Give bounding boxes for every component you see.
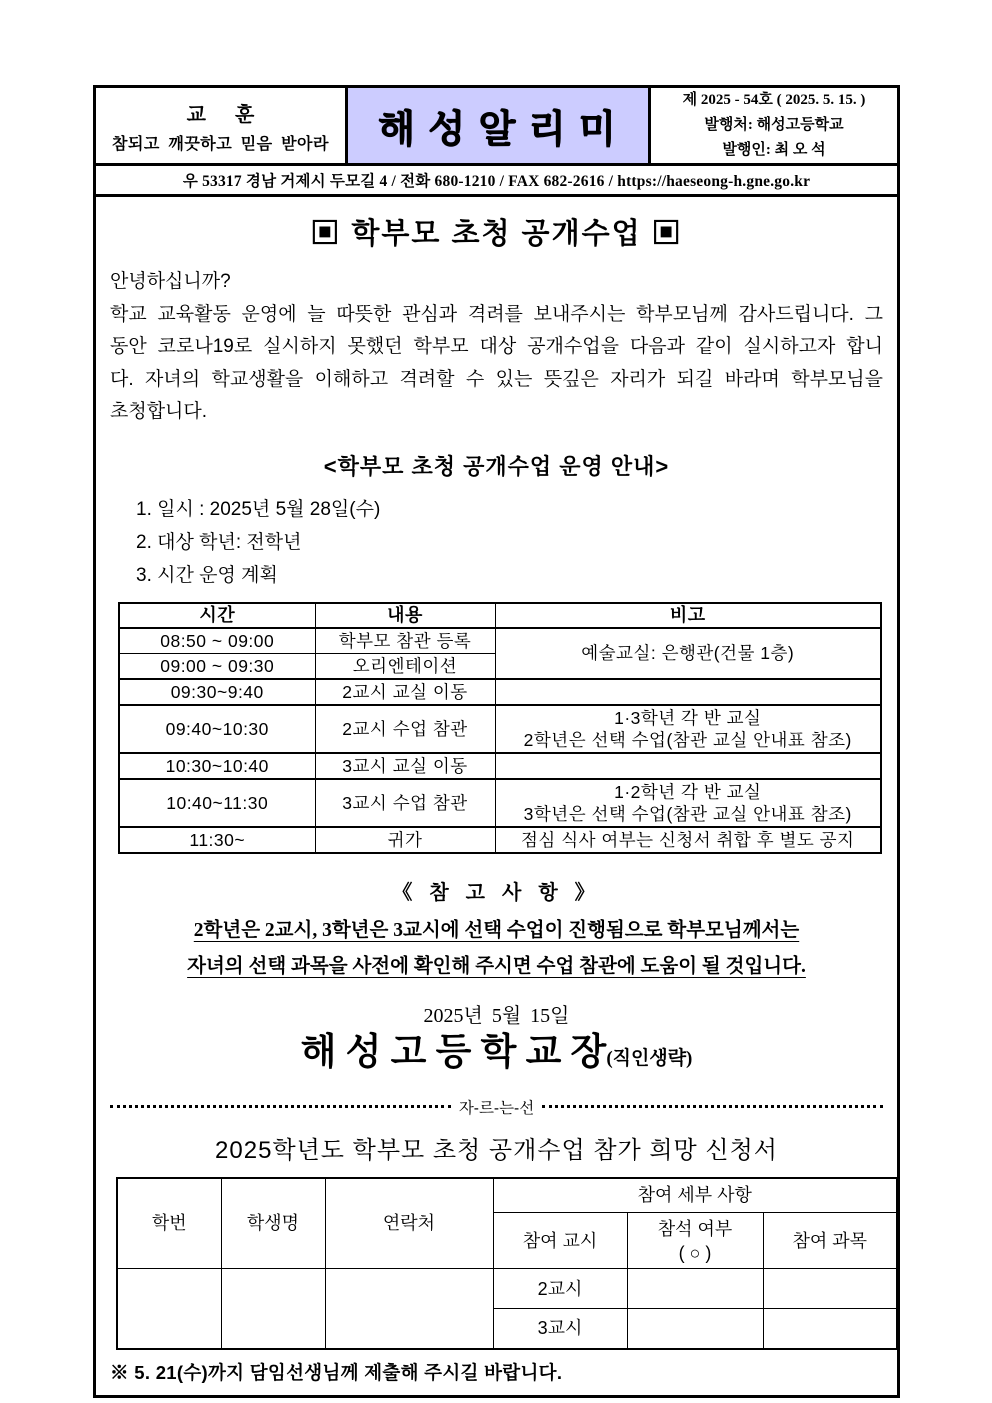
content-cell: 2교시 교실 이동 bbox=[315, 679, 495, 705]
content-cell: 귀가 bbox=[315, 827, 495, 853]
application-form-table bbox=[116, 1177, 898, 1350]
greeting-line: 안녕하십니까? bbox=[110, 271, 231, 292]
form-header-row-1 bbox=[117, 1178, 897, 1213]
header-contact: 연락처 bbox=[325, 1178, 493, 1269]
time-cell: 09:30~9:40 bbox=[119, 679, 315, 705]
publisher: 발행처: 해성고등학교 bbox=[704, 117, 844, 133]
period-label: 3교시 bbox=[493, 1309, 627, 1349]
col-header-content: 내용 bbox=[315, 603, 495, 628]
input-cell-contact[interactable] bbox=[325, 1269, 493, 1349]
form-data-row bbox=[117, 1269, 897, 1309]
masthead bbox=[93, 85, 900, 166]
schedule-row bbox=[119, 779, 881, 827]
reference-line-1: 2학년은 2교시, 3학년은 3교시에 선택 수업이 진행됨으로 학부모님께서는 bbox=[193, 919, 800, 941]
input-cell-attendance-3[interactable] bbox=[627, 1309, 763, 1349]
note-line-2: 3학년은 선택 수업(참관 교실 안내표 참조) bbox=[523, 803, 852, 824]
reference-line-2: 자녀의 선택 과목을 사전에 확인해 주시면 수업 참관에 도움이 될 것입니다. bbox=[187, 955, 806, 977]
motto-text: 참되고 깨끗하고 믿음 받아라 bbox=[112, 135, 329, 153]
address-text: 우 53317 경남 거제시 두모길 4 / 전화 680-1210 / FAX 682-2616 / https://haeseong-h.gne.go.kr bbox=[182, 173, 811, 190]
seal-omitted-note: (직인생략) bbox=[606, 1047, 693, 1069]
header-attendance bbox=[627, 1213, 763, 1269]
note-line-1: 1·2학년 각 반 교실 bbox=[614, 781, 762, 802]
col-header-time: 시간 bbox=[119, 603, 315, 628]
school-principal-name: 해 성 고 등 학 교 장 bbox=[300, 1031, 607, 1073]
guide-item-date: 1. 일시 : 2025년 5월 28일(수) bbox=[136, 498, 381, 520]
note-cell bbox=[495, 753, 881, 779]
newsletter-title-box bbox=[348, 88, 651, 163]
col-header-note: 비고 bbox=[495, 603, 881, 628]
note-cell bbox=[495, 705, 881, 753]
issue-number: 제 2025 - 54호 ( 2025. 5. 15. ) bbox=[682, 92, 866, 108]
time-cell: 11:30~ bbox=[119, 827, 315, 853]
schedule-row bbox=[119, 628, 881, 654]
time-cell: 08:50 ~ 09:00 bbox=[119, 628, 315, 654]
note-cell bbox=[495, 679, 881, 705]
notice-title: ▣ 학부모 초청 공개수업 ▣ bbox=[310, 218, 683, 250]
cut-line bbox=[110, 1096, 883, 1118]
school-motto-cell bbox=[96, 88, 348, 163]
publication-info-cell bbox=[651, 88, 897, 163]
header-period: 참여 교시 bbox=[493, 1213, 627, 1269]
time-cell: 09:40~10:30 bbox=[119, 705, 315, 753]
note-line-2: 2학년은 선택 수업(참관 교실 안내표 참조) bbox=[523, 729, 852, 750]
input-cell-subject-2[interactable] bbox=[763, 1269, 897, 1309]
header-student-id: 학번 bbox=[117, 1178, 221, 1269]
newsletter-page bbox=[93, 85, 900, 1398]
time-cell: 10:40~11:30 bbox=[119, 779, 315, 827]
header-subject: 참여 과목 bbox=[763, 1213, 897, 1269]
content-cell: 학부모 참관 등록 bbox=[315, 628, 495, 654]
notice-body-box bbox=[93, 197, 900, 1398]
note-line-1: 1·3학년 각 반 교실 bbox=[614, 707, 762, 728]
application-form-title: 2025학년도 학부모 초청 공개수업 참가 희망 신청서 bbox=[215, 1136, 778, 1164]
principal-signature bbox=[110, 1030, 883, 1082]
guide-item-schedule: 3. 시간 운영 계획 bbox=[136, 564, 278, 586]
issuer: 발행인: 최 오 석 bbox=[722, 142, 826, 158]
input-cell-subject-3[interactable] bbox=[763, 1309, 897, 1349]
schedule-row bbox=[119, 679, 881, 705]
note-cell: 점심 식사 여부는 신청서 취합 후 별도 공지 bbox=[495, 827, 881, 853]
time-cell: 10:30~10:40 bbox=[119, 753, 315, 779]
motto-label: 교 훈 bbox=[186, 103, 267, 126]
header-detail-group: 참여 세부 사항 bbox=[493, 1178, 897, 1213]
schedule-row bbox=[119, 705, 881, 753]
input-cell-student-name[interactable] bbox=[221, 1269, 325, 1349]
notice-intro bbox=[110, 266, 883, 429]
schedule-table bbox=[118, 602, 882, 854]
header-student-name: 학생명 bbox=[221, 1178, 325, 1269]
school-address-bar bbox=[93, 166, 900, 197]
reference-note bbox=[110, 913, 883, 985]
cut-line-label: 자-르-는-선 bbox=[458, 1099, 535, 1117]
issue-date: 2025년 5월 15일 bbox=[423, 1004, 570, 1027]
input-cell-attendance-2[interactable] bbox=[627, 1269, 763, 1309]
content-cell: 3교시 수업 참관 bbox=[315, 779, 495, 827]
intro-paragraph: 학교 교육활동 운영에 늘 따뜻한 관심과 격려를 보내주시는 학부모님께 감사드립니다. 그동안 코로나19로 실시하지 못했던 학부모 대상 공개수업을 다음과 같이 실시하고자 합니다. 자녀의 학교생활을 이해하고 격려할 수 있는 뜻깊은 자리가 되길 바라며 학부모님을 초청합니다. bbox=[110, 303, 883, 422]
schedule-row bbox=[119, 827, 881, 853]
content-cell: 3교시 교실 이동 bbox=[315, 753, 495, 779]
guide-list bbox=[136, 493, 883, 592]
period-label: 2교시 bbox=[493, 1269, 627, 1309]
header-attendance-line2: ( ○ ) bbox=[678, 1242, 712, 1263]
newsletter-title: 해 성 알 리 미 bbox=[378, 109, 618, 151]
note-cell bbox=[495, 779, 881, 827]
guide-section-heading: <학부모 초청 공개수업 운영 안내> bbox=[323, 453, 670, 479]
schedule-row bbox=[119, 753, 881, 779]
submission-deadline-note: ※ 5. 21(수)까지 담임선생님께 제출해 주시길 바랍니다. bbox=[110, 1361, 563, 1383]
reference-heading: 《 참 고 사 항 》 bbox=[392, 881, 601, 904]
cut-line-dots-right bbox=[542, 1105, 883, 1108]
header-attendance-line1: 참석 여부 bbox=[657, 1218, 733, 1239]
guide-item-target: 2. 대상 학년: 전학년 bbox=[136, 531, 302, 553]
input-cell-student-id[interactable] bbox=[117, 1269, 221, 1349]
schedule-header-row bbox=[119, 603, 881, 628]
cut-line-dots-left bbox=[110, 1105, 451, 1108]
content-cell: 오리엔테이션 bbox=[315, 653, 495, 679]
content-cell: 2교시 수업 참관 bbox=[315, 705, 495, 753]
note-cell: 예술교실: 은행관(건물 1층) bbox=[495, 628, 881, 679]
time-cell: 09:00 ~ 09:30 bbox=[119, 653, 315, 679]
